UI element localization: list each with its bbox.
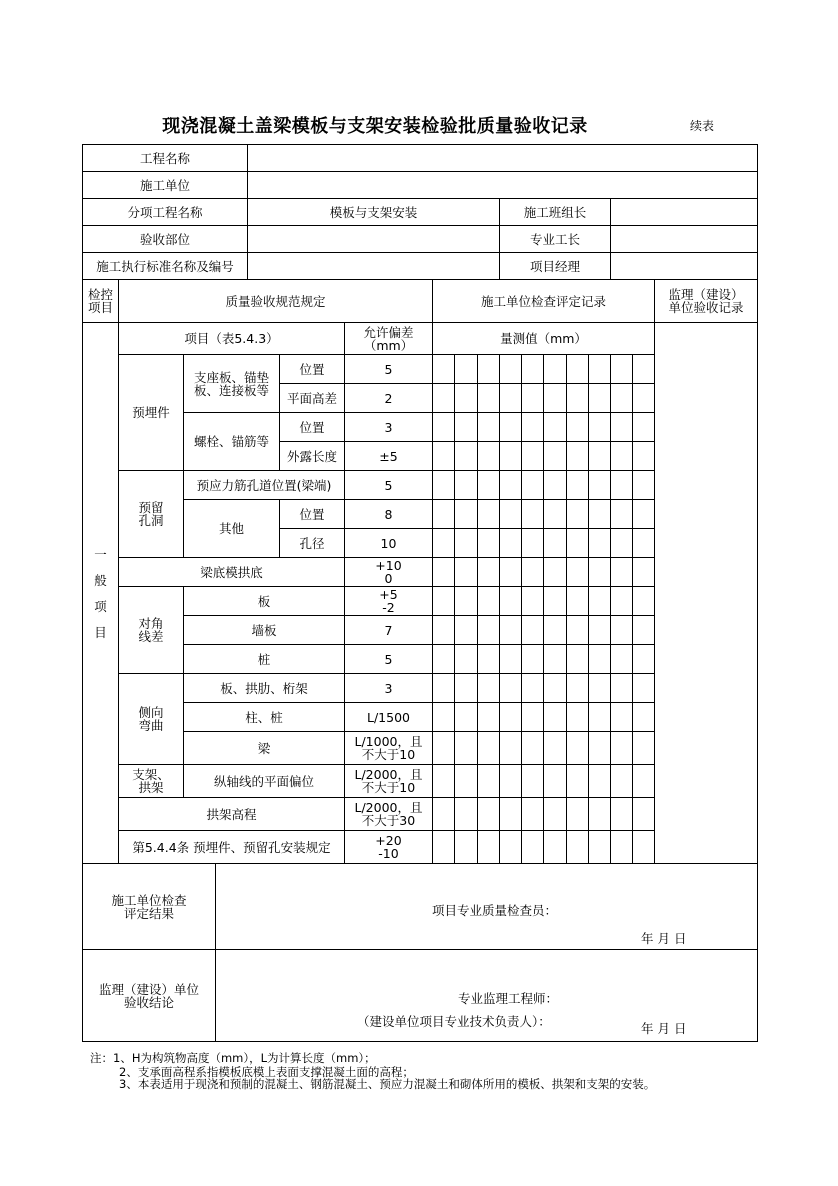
measured-value-cell[interactable] bbox=[610, 557, 633, 587]
tolerance-value: +20 -10 bbox=[344, 830, 433, 864]
measured-value-cell[interactable] bbox=[543, 797, 567, 831]
measured-value-cell[interactable] bbox=[454, 441, 478, 471]
tolerance-value: 3 bbox=[344, 412, 433, 442]
measured-value-cell[interactable] bbox=[477, 528, 500, 558]
measured-value-cell[interactable] bbox=[632, 586, 655, 616]
measured-value-cell[interactable] bbox=[588, 383, 611, 413]
measured-value-cell[interactable] bbox=[432, 615, 455, 645]
tolerance-value: 7 bbox=[344, 615, 433, 645]
reserved-holes-label: 预留 孔洞 bbox=[118, 470, 184, 558]
measured-value-cell[interactable] bbox=[499, 673, 522, 703]
measured-value-cell[interactable] bbox=[566, 383, 589, 413]
measured-value-cell[interactable] bbox=[632, 441, 655, 471]
measured-value-cell[interactable] bbox=[632, 673, 655, 703]
measured-value-cell[interactable] bbox=[543, 673, 567, 703]
measured-value-cell[interactable] bbox=[588, 470, 611, 500]
measured-value-cell[interactable] bbox=[477, 586, 500, 616]
measured-value-cell[interactable] bbox=[521, 586, 544, 616]
measured-value-cell[interactable] bbox=[477, 644, 500, 674]
measured-value-cell[interactable] bbox=[477, 764, 500, 798]
measured-value-cell[interactable] bbox=[521, 644, 544, 674]
tolerance-value: 10 bbox=[344, 528, 433, 558]
measured-value-cell[interactable] bbox=[454, 731, 478, 765]
supervisor-record-field[interactable] bbox=[654, 322, 758, 864]
pile-label: 桩 bbox=[183, 644, 345, 674]
measured-value-cell[interactable] bbox=[499, 764, 522, 798]
measured-value-cell[interactable] bbox=[477, 470, 500, 500]
support-plates-label: 支座板、锚垫 板、连接板等 bbox=[183, 354, 280, 413]
measured-value-cell[interactable] bbox=[477, 499, 500, 529]
measured-value-cell[interactable] bbox=[632, 470, 655, 500]
measured-value-cell[interactable] bbox=[543, 528, 567, 558]
measured-value-cell[interactable] bbox=[521, 673, 544, 703]
measured-value-cell[interactable] bbox=[610, 764, 633, 798]
measured-value-cell[interactable] bbox=[610, 499, 633, 529]
measured-value-cell[interactable] bbox=[632, 644, 655, 674]
sub-project-value: 模板与支架安装 bbox=[247, 198, 500, 226]
measured-value-cell[interactable] bbox=[543, 412, 567, 442]
measured-value-cell[interactable] bbox=[521, 470, 544, 500]
unit-result-label: 施工单位检查 评定结果 bbox=[82, 863, 216, 950]
measured-value-cell[interactable] bbox=[543, 830, 567, 864]
measured-value-cell[interactable] bbox=[499, 470, 522, 500]
measured-value-cell[interactable] bbox=[566, 830, 589, 864]
measured-value-cell[interactable] bbox=[499, 797, 522, 831]
measured-value-cell[interactable] bbox=[454, 797, 478, 831]
measured-value-cell[interactable] bbox=[610, 383, 633, 413]
measured-value-cell[interactable] bbox=[499, 499, 522, 529]
measured-value-cell[interactable] bbox=[566, 644, 589, 674]
tolerance-value: 5 bbox=[344, 470, 433, 500]
column-pile-label: 柱、桩 bbox=[183, 702, 345, 732]
measured-value-cell[interactable] bbox=[610, 673, 633, 703]
measured-value-cell[interactable] bbox=[477, 412, 500, 442]
tolerance-column-header: 允许偏差 （mm） bbox=[344, 322, 433, 355]
measured-value-cell[interactable] bbox=[588, 644, 611, 674]
foreman-label: 专业工长 bbox=[499, 225, 611, 253]
measured-value-cell[interactable] bbox=[566, 702, 589, 732]
measured-value-cell[interactable] bbox=[477, 797, 500, 831]
acceptance-part-field[interactable] bbox=[247, 225, 500, 253]
team-leader-label: 施工班组长 bbox=[499, 198, 611, 226]
measured-value-cell[interactable] bbox=[566, 441, 589, 471]
slab-label: 板 bbox=[183, 586, 345, 616]
measured-value-cell[interactable] bbox=[588, 702, 611, 732]
tolerance-value: 3 bbox=[344, 673, 433, 703]
measured-value-cell[interactable] bbox=[499, 644, 522, 674]
measured-value-cell[interactable] bbox=[432, 354, 455, 384]
measured-value-cell[interactable] bbox=[454, 499, 478, 529]
measured-value-cell[interactable] bbox=[521, 764, 544, 798]
measured-value-cell[interactable] bbox=[588, 615, 611, 645]
tolerance-value: L/2000，且 不大于10 bbox=[344, 764, 433, 798]
measured-value-cell[interactable] bbox=[477, 441, 500, 471]
measured-value-cell[interactable] bbox=[566, 470, 589, 500]
hole-diameter-label: 孔径 bbox=[279, 528, 345, 558]
measured-value-cell[interactable] bbox=[610, 528, 633, 558]
measured-value-cell[interactable] bbox=[632, 615, 655, 645]
measured-value-cell[interactable] bbox=[454, 830, 478, 864]
measured-column-header: 量测值（mm） bbox=[432, 322, 655, 355]
prestress-duct-label: 预应力筋孔道位置(梁端) bbox=[183, 470, 345, 500]
tolerance-value: L/1000，且 不大于10 bbox=[344, 731, 433, 765]
measured-value-cell[interactable] bbox=[432, 383, 455, 413]
measured-value-cell[interactable] bbox=[499, 528, 522, 558]
position-label: 位置 bbox=[279, 354, 345, 384]
diagonal-diff-label: 对角 线差 bbox=[118, 586, 184, 674]
measured-value-cell[interactable] bbox=[521, 528, 544, 558]
measured-value-cell[interactable] bbox=[610, 441, 633, 471]
measured-value-cell[interactable] bbox=[432, 731, 455, 765]
measured-value-cell[interactable] bbox=[543, 702, 567, 732]
owner-tech-lead-label: （建设单位项目专业技术负责人）： bbox=[357, 1014, 551, 1029]
measured-value-cell[interactable] bbox=[499, 586, 522, 616]
measured-value-cell[interactable] bbox=[454, 644, 478, 674]
measured-value-cell[interactable] bbox=[477, 557, 500, 587]
measured-value-cell[interactable] bbox=[432, 412, 455, 442]
beam-bottom-camber-label: 梁底模拱底 bbox=[118, 557, 345, 587]
measured-value-cell[interactable] bbox=[543, 354, 567, 384]
measured-value-cell[interactable] bbox=[521, 702, 544, 732]
note-1: 注：1、H为构筑物高度（mm），L为计算长度（mm）； bbox=[90, 1051, 376, 1065]
measured-value-cell[interactable] bbox=[432, 528, 455, 558]
measured-value-cell[interactable] bbox=[543, 470, 567, 500]
manager-field[interactable] bbox=[610, 252, 758, 280]
tolerance-value: L/1500 bbox=[344, 702, 433, 732]
note-2: 2、支承面高程系指模板底模上表面支撑混凝土面的高程； bbox=[119, 1065, 414, 1079]
measured-value-cell[interactable] bbox=[588, 586, 611, 616]
measured-value-cell[interactable] bbox=[499, 441, 522, 471]
measured-value-cell[interactable] bbox=[477, 830, 500, 864]
tolerance-value: +5 -2 bbox=[344, 586, 433, 616]
tolerance-value: 8 bbox=[344, 499, 433, 529]
measured-value-cell[interactable] bbox=[588, 354, 611, 384]
construction-unit-label: 施工单位 bbox=[82, 171, 248, 199]
measured-value-cell[interactable] bbox=[610, 830, 633, 864]
other-label: 其他 bbox=[183, 499, 280, 558]
measured-value-cell[interactable] bbox=[566, 764, 589, 798]
measured-value-cell[interactable] bbox=[632, 354, 655, 384]
measured-value-cell[interactable] bbox=[432, 797, 455, 831]
measured-value-cell[interactable] bbox=[632, 702, 655, 732]
measured-value-cell[interactable] bbox=[588, 797, 611, 831]
general-items-label: 一 般 项 目 bbox=[82, 322, 119, 864]
measured-value-cell[interactable] bbox=[610, 702, 633, 732]
measured-value-cell[interactable] bbox=[499, 702, 522, 732]
spec-header: 质量验收规范规定 bbox=[118, 279, 433, 323]
measured-value-cell[interactable] bbox=[521, 441, 544, 471]
slab-rib-truss-label: 板、拱肋、桁架 bbox=[183, 673, 345, 703]
page-title: 现浇混凝土盖梁模板与支架安装检验批质量验收记录 bbox=[162, 116, 588, 137]
measured-value-cell[interactable] bbox=[521, 557, 544, 587]
measured-value-cell[interactable] bbox=[566, 586, 589, 616]
measured-value-cell[interactable] bbox=[454, 764, 478, 798]
measured-value-cell[interactable] bbox=[454, 615, 478, 645]
measured-value-cell[interactable] bbox=[499, 731, 522, 765]
measured-value-cell[interactable] bbox=[432, 764, 455, 798]
measured-value-cell[interactable] bbox=[454, 383, 478, 413]
measured-value-cell[interactable] bbox=[543, 499, 567, 529]
date-1: 年 月 日 bbox=[641, 931, 687, 946]
clause-544-label: 第5.4.4条 预埋件、预留孔安装规定 bbox=[118, 830, 345, 864]
acceptance-part-label: 验收部位 bbox=[82, 225, 248, 253]
measured-value-cell[interactable] bbox=[454, 354, 478, 384]
standard-field[interactable] bbox=[247, 252, 500, 280]
tolerance-value: 2 bbox=[344, 383, 433, 413]
measured-value-cell[interactable] bbox=[432, 470, 455, 500]
measured-value-cell[interactable] bbox=[610, 586, 633, 616]
measured-value-cell[interactable] bbox=[588, 528, 611, 558]
bolts-label: 螺栓、锚筋等 bbox=[183, 412, 280, 471]
measured-value-cell[interactable] bbox=[588, 764, 611, 798]
measured-value-cell[interactable] bbox=[521, 615, 544, 645]
supervisor-conclusion-label: 监理（建设）单位 验收结论 bbox=[82, 949, 216, 1042]
measured-value-cell[interactable] bbox=[588, 673, 611, 703]
measured-value-cell[interactable] bbox=[632, 797, 655, 831]
measured-value-cell[interactable] bbox=[588, 499, 611, 529]
position-label: 位置 bbox=[279, 499, 345, 529]
beam-label: 梁 bbox=[183, 731, 345, 765]
measured-value-cell[interactable] bbox=[610, 470, 633, 500]
measured-value-cell[interactable] bbox=[454, 557, 478, 587]
measured-value-cell[interactable] bbox=[543, 644, 567, 674]
measured-value-cell[interactable] bbox=[454, 470, 478, 500]
measured-value-cell[interactable] bbox=[521, 731, 544, 765]
measured-value-cell[interactable] bbox=[588, 412, 611, 442]
measured-value-cell[interactable] bbox=[499, 383, 522, 413]
measured-value-cell[interactable] bbox=[632, 383, 655, 413]
construction-unit-field[interactable] bbox=[247, 171, 758, 199]
measured-value-cell[interactable] bbox=[610, 797, 633, 831]
measured-value-cell[interactable] bbox=[588, 830, 611, 864]
project-name-field[interactable] bbox=[247, 144, 758, 172]
measured-value-cell[interactable] bbox=[543, 586, 567, 616]
measured-value-cell[interactable] bbox=[432, 441, 455, 471]
measured-value-cell[interactable] bbox=[632, 528, 655, 558]
unit-record-header: 施工单位检查评定记录 bbox=[432, 279, 655, 323]
measured-value-cell[interactable] bbox=[610, 644, 633, 674]
measured-value-cell[interactable] bbox=[432, 702, 455, 732]
date-2: 年 月 日 bbox=[641, 1021, 687, 1036]
position-label: 位置 bbox=[279, 412, 345, 442]
measured-value-cell[interactable] bbox=[610, 731, 633, 765]
supervising-engineer-label: 专业监理工程师： bbox=[458, 991, 559, 1006]
measured-value-cell[interactable] bbox=[521, 412, 544, 442]
measured-value-cell[interactable] bbox=[477, 702, 500, 732]
measured-value-cell[interactable] bbox=[521, 499, 544, 529]
exposed-length-label: 外露长度 bbox=[279, 441, 345, 471]
control-item-header: 检控 项目 bbox=[82, 279, 119, 323]
measured-value-cell[interactable] bbox=[588, 557, 611, 587]
measured-value-cell[interactable] bbox=[477, 615, 500, 645]
measured-value-cell[interactable] bbox=[454, 528, 478, 558]
axis-offset-label: 纵轴线的平面偏位 bbox=[183, 764, 345, 798]
supervisor-record-header: 监理（建设） 单位验收记录 bbox=[654, 279, 758, 323]
measured-value-cell[interactable] bbox=[588, 731, 611, 765]
tolerance-value: ±5 bbox=[344, 441, 433, 471]
measured-value-cell[interactable] bbox=[499, 557, 522, 587]
tolerance-value: 5 bbox=[344, 354, 433, 384]
measured-value-cell[interactable] bbox=[566, 412, 589, 442]
measured-value-cell[interactable] bbox=[454, 673, 478, 703]
measured-value-cell[interactable] bbox=[432, 557, 455, 587]
note-3: 3、本表适用于现浇和预制的混凝土、钢筋混凝土、预应力混凝土和砌体所用的模板、拱架和支架的安装。 bbox=[119, 1077, 656, 1091]
measured-value-cell[interactable] bbox=[521, 830, 544, 864]
foreman-field[interactable] bbox=[610, 225, 758, 253]
measured-value-cell[interactable] bbox=[610, 615, 633, 645]
measured-value-cell[interactable] bbox=[521, 797, 544, 831]
measured-value-cell[interactable] bbox=[610, 354, 633, 384]
measured-value-cell[interactable] bbox=[543, 615, 567, 645]
plane-height-label: 平面高差 bbox=[279, 383, 345, 413]
measured-value-cell[interactable] bbox=[432, 586, 455, 616]
measured-value-cell[interactable] bbox=[632, 731, 655, 765]
measured-value-cell[interactable] bbox=[432, 499, 455, 529]
measured-value-cell[interactable] bbox=[566, 731, 589, 765]
sub-project-label: 分项工程名称 bbox=[82, 198, 248, 226]
item-column-header: 项目（表5.4.3） bbox=[118, 322, 345, 355]
measured-value-cell[interactable] bbox=[588, 441, 611, 471]
tolerance-value: 5 bbox=[344, 644, 433, 674]
measured-value-cell[interactable] bbox=[566, 354, 589, 384]
wall-panel-label: 墙板 bbox=[183, 615, 345, 645]
measured-value-cell[interactable] bbox=[521, 383, 544, 413]
tolerance-value: L/2000，且 不大于30 bbox=[344, 797, 433, 831]
support-arch-label: 支架、 拱架 bbox=[118, 764, 184, 798]
lateral-bending-label: 侧向 弯曲 bbox=[118, 673, 184, 765]
measured-value-cell[interactable] bbox=[432, 673, 455, 703]
measured-value-cell[interactable] bbox=[543, 731, 567, 765]
measured-value-cell[interactable] bbox=[499, 830, 522, 864]
measured-value-cell[interactable] bbox=[432, 830, 455, 864]
measured-value-cell[interactable] bbox=[632, 412, 655, 442]
measured-value-cell[interactable] bbox=[454, 702, 478, 732]
measured-value-cell[interactable] bbox=[543, 441, 567, 471]
tolerance-value: +10 0 bbox=[344, 557, 433, 587]
continuation-label: 续表 bbox=[690, 119, 715, 133]
measured-value-cell[interactable] bbox=[632, 764, 655, 798]
embedded-parts-label: 预埋件 bbox=[118, 354, 184, 471]
measured-value-cell[interactable] bbox=[499, 412, 522, 442]
project-name-label: 工程名称 bbox=[82, 144, 248, 172]
measured-value-cell[interactable] bbox=[632, 557, 655, 587]
arch-elevation-label: 拱架高程 bbox=[118, 797, 345, 831]
measured-value-cell[interactable] bbox=[454, 412, 478, 442]
measured-value-cell[interactable] bbox=[543, 557, 567, 587]
quality-inspector-label: 项目专业质量检查员： bbox=[432, 903, 558, 918]
measured-value-cell[interactable] bbox=[499, 615, 522, 645]
measured-value-cell[interactable] bbox=[454, 586, 478, 616]
standard-label: 施工执行标准名称及编号 bbox=[82, 252, 248, 280]
measured-value-cell[interactable] bbox=[610, 412, 633, 442]
measured-value-cell[interactable] bbox=[566, 673, 589, 703]
measured-value-cell[interactable] bbox=[543, 383, 567, 413]
measured-value-cell[interactable] bbox=[543, 764, 567, 798]
manager-label: 项目经理 bbox=[499, 252, 611, 280]
measured-value-cell[interactable] bbox=[477, 383, 500, 413]
measured-value-cell[interactable] bbox=[477, 731, 500, 765]
measured-value-cell[interactable] bbox=[566, 528, 589, 558]
measured-value-cell[interactable] bbox=[632, 499, 655, 529]
measured-value-cell[interactable] bbox=[521, 354, 544, 384]
measured-value-cell[interactable] bbox=[477, 354, 500, 384]
measured-value-cell[interactable] bbox=[499, 354, 522, 384]
measured-value-cell[interactable] bbox=[432, 644, 455, 674]
measured-value-cell[interactable] bbox=[477, 673, 500, 703]
measured-value-cell[interactable] bbox=[632, 830, 655, 864]
measured-value-cell[interactable] bbox=[566, 499, 589, 529]
measured-value-cell[interactable] bbox=[566, 557, 589, 587]
measured-value-cell[interactable] bbox=[566, 797, 589, 831]
measured-value-cell[interactable] bbox=[566, 615, 589, 645]
team-leader-field[interactable] bbox=[610, 198, 758, 226]
